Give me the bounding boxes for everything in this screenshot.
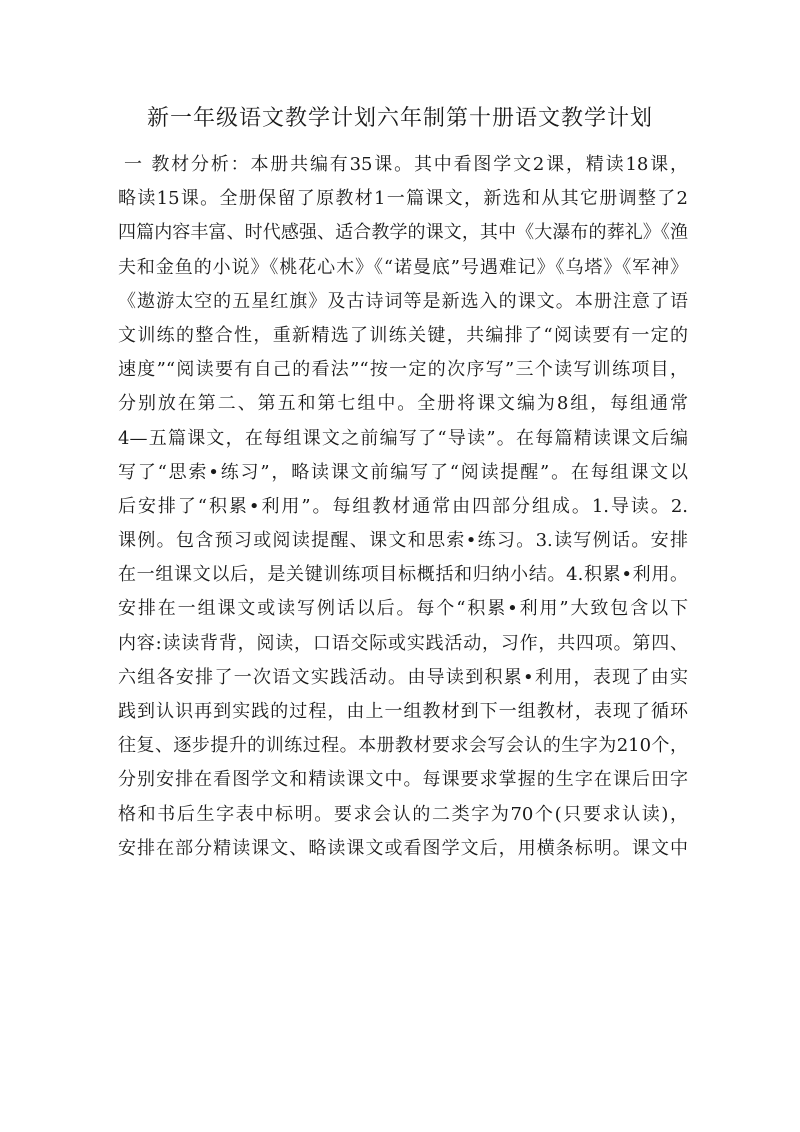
paragraph-line: 分别安排在看图学文和精读课文中。每课要求掌握的生字在课后田字: [118, 769, 688, 791]
paragraph-line: 夫和金鱼的小说》《桃花心木》《“诺曼底”号遇难记》《乌塔》《军神》: [118, 256, 688, 278]
paragraph-line: 六组各安排了一次语文实践活动。由导读到积累•利用，表现了由实: [118, 666, 688, 688]
paragraph-line: 四篇内容丰富、时代感强、适合教学的课文，其中《大瀑布的葬礼》《渔: [118, 222, 688, 244]
document-title: 新一年级语文教学计划六年制第十册语文教学计划: [146, 106, 653, 131]
paragraph-line: 安排在一组课文或读写例话以后。每个“积累•利用”大致包含以下: [118, 598, 688, 620]
paragraph-line: 在一组课文以后，是关键训练项目标概括和归纳小结。4.积累•利用。: [118, 564, 688, 586]
paragraph-line: 一 教材分析：本册共编有35课。其中看图学文2课，精读18课，: [124, 154, 688, 175]
paragraph-line: 写了“思索•练习”，略读课文前编写了“阅读提醒”。在每组课文以: [118, 461, 688, 483]
paragraph-line: 格和书后生字表中标明。要求会认的二类字为70个(只要求认读)，: [118, 803, 688, 825]
paragraph-line: 安排在部分精读课文、略读课文或看图学文后，用横条标明。课文中: [118, 837, 688, 859]
paragraph-line: 分别放在第二、第五和第七组中。全册将课文编为8组，每组通常: [118, 393, 688, 415]
document-body: [118, 148, 688, 866]
paragraph-line: 后安排了“积累•利用”。每组教材通常由四部分组成。1.导读。2.: [118, 495, 688, 517]
paragraph-line: 往复、逐步提升的训练过程。本册教材要求会写会认的生字为210个，: [118, 735, 688, 757]
paragraph-line: 内容:读读背背，阅读，口语交际或实践活动，习作，共四项。第四、: [118, 632, 688, 654]
paragraph-line: 课例。包含预习或阅读提醒、课文和思索•练习。3.读写例话。安排: [118, 530, 688, 552]
paragraph-line: 4—五篇课文，在每组课文之前编写了“导读”。在每篇精读课文后编: [118, 427, 688, 449]
paragraph-line: 略读15课。全册保留了原教材1一篇课文，新选和从其它册调整了2: [118, 188, 688, 210]
paragraph-line: 速度”“阅读要有自己的看法”“按一定的次序写”三个读写训练项目，: [118, 359, 688, 381]
paragraph-line: 《遨游太空的五星红旗》及古诗词等是新选入的课文。本册注意了语: [118, 290, 688, 312]
paragraph-line: 文训练的整合性，重新精选了训练关键，共编排了“阅读要有一定的: [118, 324, 688, 346]
paragraph-line: 践到认识再到实践的过程，由上一组教材到下一组教材，表现了循环: [118, 701, 688, 722]
